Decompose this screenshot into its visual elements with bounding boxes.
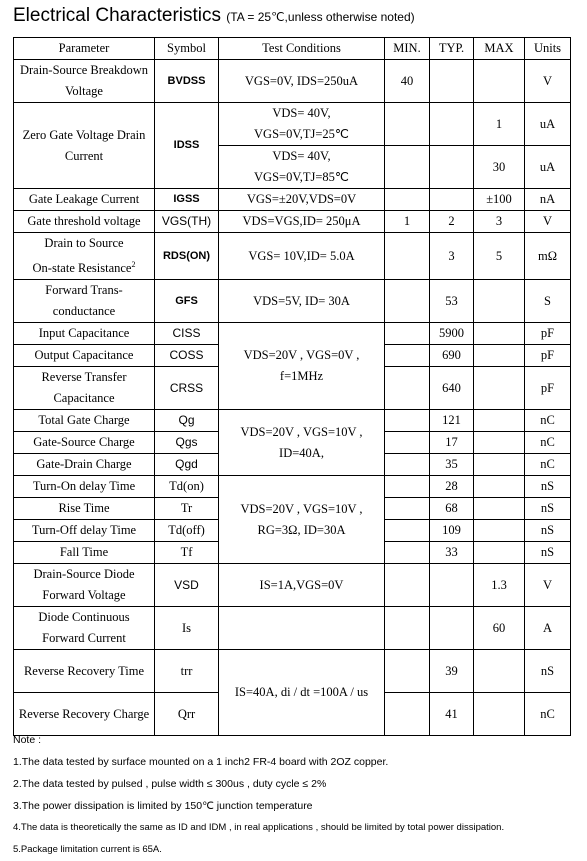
symbol-cell: IDSS	[155, 103, 219, 189]
condition-cell: VGS=0V, IDS=250uA	[219, 60, 385, 103]
notes-heading: Note :	[13, 734, 42, 746]
param-cell: Diode Continuous Forward Current	[14, 607, 155, 650]
table-row	[14, 607, 571, 650]
header-max: MAX	[474, 38, 525, 60]
header-min: MIN.	[385, 38, 430, 60]
symbol-cell: Qgd	[155, 454, 219, 476]
typ-cell	[430, 103, 474, 146]
header-parameter: Parameter	[14, 38, 155, 60]
condition-cell: VDS=VGS,ID= 250μA	[219, 211, 385, 233]
unit-cell: uA	[525, 103, 571, 146]
param-text: On-state Resistance	[32, 261, 132, 276]
symbol-cell: VGS(TH)	[155, 211, 219, 233]
param-line: Drain to Source	[44, 236, 124, 250]
symbol-cell: GFS	[155, 280, 219, 323]
condition-cell	[219, 103, 385, 146]
param-cell: Output Capacitance	[14, 345, 155, 367]
typ-cell	[430, 60, 474, 103]
condition-cell	[219, 410, 385, 476]
note-2: 2.The data tested by pulsed , pulse width ≤ 300us , duty cycle ≤ 2%	[13, 778, 327, 790]
table-row	[14, 211, 571, 233]
unit-cell: nS	[525, 498, 571, 520]
param-cell: Reverse Recovery Time	[14, 650, 155, 693]
unit-cell: mΩ	[525, 233, 571, 280]
table-row	[14, 476, 571, 498]
max-cell	[474, 280, 525, 323]
param-cell: Reverse Transfer Capacitance	[14, 367, 155, 410]
min-cell	[385, 189, 430, 211]
param-cell: Gate threshold voltage	[14, 211, 155, 233]
table-header-row	[14, 38, 571, 60]
title-condition: (TA = 25℃,unless otherwise noted)	[226, 10, 415, 24]
table-row	[14, 103, 571, 146]
min-cell: 1	[385, 211, 430, 233]
unit-cell: nS	[525, 650, 571, 693]
param-line	[16, 254, 152, 279]
max-cell	[474, 432, 525, 454]
symbol-cell: CRSS	[155, 367, 219, 410]
header-typ: TYP.	[430, 38, 474, 60]
typ-cell	[430, 189, 474, 211]
page-title	[13, 5, 415, 27]
unit-cell: V	[525, 564, 571, 607]
note-1: 1.The data tested by surface mounted on a 1 inch2 FR-4 board with 2OZ copper.	[13, 756, 389, 768]
note-5: 5.Package limitation current is 65A.	[13, 844, 162, 855]
max-cell	[474, 476, 525, 498]
unit-cell: pF	[525, 345, 571, 367]
typ-cell	[430, 607, 474, 650]
min-cell	[385, 432, 430, 454]
symbol-cell: Qgs	[155, 432, 219, 454]
notes-section	[13, 729, 583, 861]
condition-cell: IS=40A, di / dt =100A / us	[219, 650, 385, 736]
unit-cell: nS	[525, 476, 571, 498]
typ-cell: 28	[430, 476, 474, 498]
min-cell	[385, 542, 430, 564]
title-text: Electrical Characteristics	[13, 5, 221, 26]
symbol-cell: CISS	[155, 323, 219, 345]
param-cell: Drain-Source Breakdown Voltage	[14, 60, 155, 103]
symbol-cell: BVDSS	[155, 60, 219, 103]
table-row	[14, 60, 571, 103]
typ-cell: 39	[430, 650, 474, 693]
min-cell	[385, 345, 430, 367]
min-cell	[385, 280, 430, 323]
param-cell: Reverse Recovery Charge	[14, 693, 155, 736]
param-cell: Total Gate Charge	[14, 410, 155, 432]
condition-cell	[219, 323, 385, 410]
condition-line: VGS=0V,TJ=85℃	[254, 170, 349, 184]
condition-line: ID=40A,	[279, 445, 324, 460]
typ-cell: 41	[430, 693, 474, 736]
min-cell: 40	[385, 60, 430, 103]
symbol-cell: VSD	[155, 564, 219, 607]
typ-cell: 53	[430, 280, 474, 323]
max-cell	[474, 542, 525, 564]
header-test-conditions: Test Conditions	[219, 38, 385, 60]
condition-line: VDS=20V , VGS=10V ,	[240, 424, 363, 439]
symbol-cell: IGSS	[155, 189, 219, 211]
unit-cell: nS	[525, 520, 571, 542]
typ-cell: 68	[430, 498, 474, 520]
max-cell: 30	[474, 146, 525, 189]
condition-cell: VGS=±20V,VDS=0V	[219, 189, 385, 211]
min-cell	[385, 367, 430, 410]
symbol-cell: Td(on)	[155, 476, 219, 498]
max-cell: ±100	[474, 189, 525, 211]
min-cell	[385, 323, 430, 345]
max-cell	[474, 410, 525, 432]
max-cell	[474, 60, 525, 103]
typ-cell: 109	[430, 520, 474, 542]
max-cell	[474, 520, 525, 542]
max-cell	[474, 345, 525, 367]
param-cell: Input Capacitance	[14, 323, 155, 345]
note-3: 3.The power dissipation is limited by 150℃ junction temperature	[13, 800, 313, 812]
note-4: 4.The data is theoretically the same as ID and IDM , in real applications , should be limited by total power dissipation.	[13, 822, 505, 833]
condition-line: VDS=20V , VGS=0V ,	[243, 348, 360, 363]
condition-line: f=1MHz	[279, 369, 324, 384]
param-cell: Rise Time	[14, 498, 155, 520]
max-cell: 3	[474, 211, 525, 233]
max-cell	[474, 454, 525, 476]
footnote-marker: 2	[131, 260, 136, 269]
min-cell	[385, 520, 430, 542]
param-cell: Turn-On delay Time	[14, 476, 155, 498]
max-cell	[474, 323, 525, 345]
electrical-characteristics-table	[13, 37, 571, 736]
param-cell: Forward Trans-conductance	[14, 280, 155, 323]
param-cell: Fall Time	[14, 542, 155, 564]
min-cell	[385, 103, 430, 146]
symbol-cell: Tr	[155, 498, 219, 520]
table-row	[14, 650, 571, 693]
condition-line: VGS=0V,TJ=25℃	[254, 127, 349, 141]
unit-cell: S	[525, 280, 571, 323]
max-cell	[474, 498, 525, 520]
header-units: Units	[525, 38, 571, 60]
symbol-cell: Qrr	[155, 693, 219, 736]
param-cell: Gate Leakage Current	[14, 189, 155, 211]
min-cell	[385, 233, 430, 280]
unit-cell: nA	[525, 189, 571, 211]
unit-cell: V	[525, 60, 571, 103]
min-cell	[385, 564, 430, 607]
typ-cell: 2	[430, 211, 474, 233]
typ-cell: 690	[430, 345, 474, 367]
typ-cell: 121	[430, 410, 474, 432]
condition-line: VDS= 40V,	[272, 106, 331, 120]
max-cell: 1	[474, 103, 525, 146]
symbol-cell: Tf	[155, 542, 219, 564]
min-cell	[385, 476, 430, 498]
condition-cell	[219, 146, 385, 189]
min-cell	[385, 607, 430, 650]
unit-cell: nC	[525, 432, 571, 454]
param-cell: Gate-Drain Charge	[14, 454, 155, 476]
param-cell: Zero Gate Voltage Drain Current	[14, 103, 155, 189]
unit-cell: A	[525, 607, 571, 650]
max-cell: 1.3	[474, 564, 525, 607]
typ-cell: 33	[430, 542, 474, 564]
unit-cell: uA	[525, 146, 571, 189]
table-row	[14, 233, 571, 280]
condition-line: RG=3Ω, ID=30A	[257, 522, 346, 537]
min-cell	[385, 650, 430, 693]
table-row	[14, 564, 571, 607]
symbol-cell: Is	[155, 607, 219, 650]
typ-cell: 5900	[430, 323, 474, 345]
symbol-cell: trr	[155, 650, 219, 693]
condition-line: VDS= 40V,	[272, 149, 331, 163]
table-row	[14, 280, 571, 323]
condition-cell: VGS= 10V,ID= 5.0A	[219, 233, 385, 280]
max-cell	[474, 367, 525, 410]
condition-cell	[219, 476, 385, 564]
min-cell	[385, 454, 430, 476]
min-cell	[385, 498, 430, 520]
typ-cell	[430, 146, 474, 189]
typ-cell: 17	[430, 432, 474, 454]
symbol-cell: Td(off)	[155, 520, 219, 542]
typ-cell: 35	[430, 454, 474, 476]
unit-cell: nC	[525, 410, 571, 432]
unit-cell: nC	[525, 693, 571, 736]
param-cell: Gate-Source Charge	[14, 432, 155, 454]
unit-cell: nC	[525, 454, 571, 476]
table-row	[14, 189, 571, 211]
condition-cell: VDS=5V, ID= 30A	[219, 280, 385, 323]
unit-cell: nS	[525, 542, 571, 564]
max-cell: 5	[474, 233, 525, 280]
unit-cell: V	[525, 211, 571, 233]
table-row	[14, 410, 571, 432]
typ-cell: 3	[430, 233, 474, 280]
condition-cell: IS=1A,VGS=0V	[219, 564, 385, 607]
param-cell	[14, 233, 155, 280]
header-symbol: Symbol	[155, 38, 219, 60]
condition-cell	[219, 607, 385, 650]
typ-cell: 640	[430, 367, 474, 410]
symbol-cell: RDS(ON)	[155, 233, 219, 280]
symbol-cell: COSS	[155, 345, 219, 367]
table-row	[14, 323, 571, 345]
symbol-cell: Qg	[155, 410, 219, 432]
max-cell	[474, 650, 525, 693]
max-cell: 60	[474, 607, 525, 650]
min-cell	[385, 146, 430, 189]
unit-cell: pF	[525, 323, 571, 345]
typ-cell	[430, 564, 474, 607]
param-cell: Drain-Source Diode Forward Voltage	[14, 564, 155, 607]
min-cell	[385, 410, 430, 432]
unit-cell: pF	[525, 367, 571, 410]
param-cell: Turn-Off delay Time	[14, 520, 155, 542]
condition-line: VDS=20V , VGS=10V ,	[240, 501, 363, 516]
